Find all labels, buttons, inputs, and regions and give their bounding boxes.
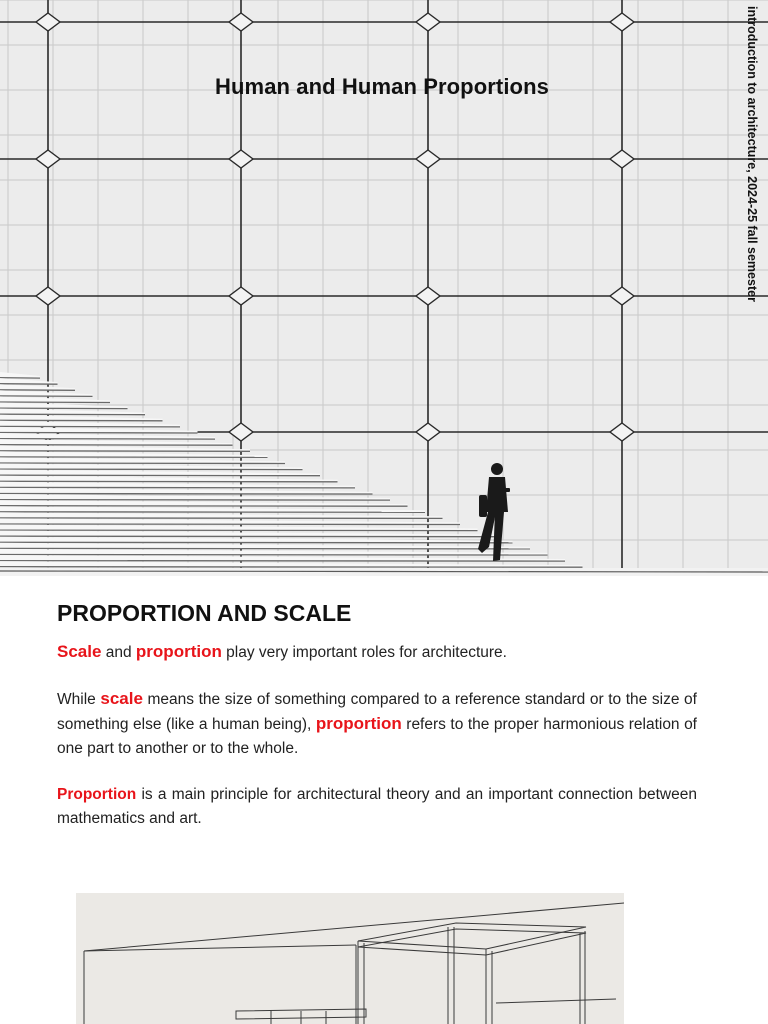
paragraph-text: means the size of something compared to a reference standard or to the size of something else (like a human being),	[57, 691, 697, 733]
paragraph-text: refers to the proper harmonious relation of one part to another or to the whole.	[57, 716, 697, 757]
paragraph-text: While	[57, 691, 101, 708]
paragraph-text: and	[101, 644, 136, 661]
paragraph-definition	[57, 687, 697, 761]
course-side-label: introduction to architecture, 2024-25 fall semester	[745, 6, 759, 302]
hero-title: Human and Human Proportions	[215, 74, 549, 99]
keyword-proportion: proportion	[135, 642, 222, 661]
paragraph-text: is a main principle for architectural theory and an important connection between mathematics and art.	[57, 786, 697, 827]
pavilion-sketch-image	[76, 893, 624, 1024]
keyword-proportion: proportion	[315, 714, 402, 733]
section-title: PROPORTION AND SCALE	[57, 600, 352, 626]
keyword-proportion: Proportion	[57, 786, 137, 803]
paragraph-intro	[57, 640, 697, 665]
paragraph-text: play very important roles for architecture.	[221, 644, 507, 661]
line-drawing-pavilion	[76, 893, 624, 1024]
keyword-scale: Scale	[57, 642, 102, 661]
paragraph-principle	[57, 783, 697, 831]
main-content	[57, 596, 697, 853]
keyword-scale: scale	[100, 689, 143, 708]
